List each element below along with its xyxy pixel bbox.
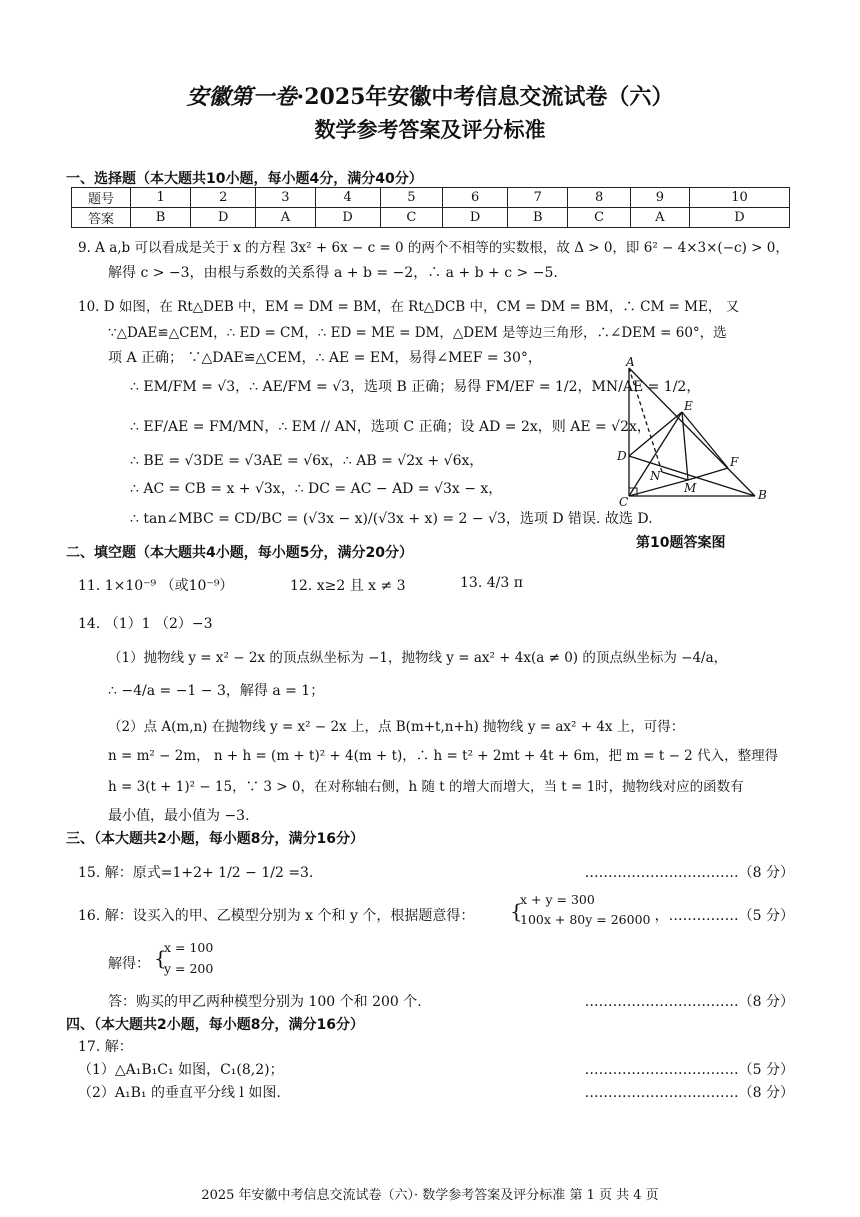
section3-heading: 三、（本大题共2小题，每小题8分，满分16分） xyxy=(66,831,364,847)
section1-heading: 一、选择题（本大题共10小题，每小题4分，满分40分） xyxy=(66,171,423,187)
table-cell: 4 xyxy=(315,188,380,208)
table-cell: A xyxy=(256,208,315,228)
q16-score-1: ，……………（5 分） xyxy=(654,908,794,924)
title-text: ·2025年安徽中考信息交流试卷（六） xyxy=(296,84,674,110)
q16-line-1: 16. 解：设买入的甲、乙模型分别为 x 个和 y 个，根据题意得： xyxy=(78,908,475,924)
brace-icon: { xyxy=(510,899,523,923)
brace-icon: { xyxy=(154,946,167,970)
table-cell: D xyxy=(443,208,508,228)
q14-line-1: 14. （1）1 （2）−3 xyxy=(78,616,213,632)
q10-line-5: ∴ EF/AE = FM/MN，∴ EM // AN，选项 C 正确；设 AD = 2x，则 AE = √2x， xyxy=(130,419,651,435)
q10-line-4: ∴ EM/FM = √3，∴ AE/FM = √3，选项 B 正确；易得 FM/EF = 1/2，MN/AE = 1/2， xyxy=(130,379,701,395)
table-cell: 10 xyxy=(689,188,789,208)
q16-system-1b: 100x + 80y = 26000 xyxy=(520,912,651,927)
q16-system-2b: y = 200 xyxy=(164,961,214,976)
fig-label-B: B xyxy=(758,488,767,502)
q14-line-4: （2）点 A(m,n) 在抛物线 y = x² − 2x 上，点 B(m+t,n+h) 抛物线 y = ax² + 4x 上，可得： xyxy=(108,719,685,735)
q10-line-7: ∴ AC = CB = x + √3x，∴ DC = AC − AD = √3x − x， xyxy=(130,481,503,497)
section4-heading: 四、（本大题共2小题，每小题8分，满分16分） xyxy=(66,1017,364,1033)
q17-label: 17. 解： xyxy=(78,1039,133,1055)
q17-part-2: （2）A₁B₁ 的垂直平分线 l 如图. xyxy=(78,1085,281,1101)
table-cell: 6 xyxy=(443,188,508,208)
q9-line-1: 9. A a,b 可以看成是关于 x 的方程 3x² + 6x − c = 0 的两个不相等的实数根，故 Δ > 0，即 6² − 4×3×(−c) > 0， xyxy=(78,240,789,256)
table-row-answers xyxy=(72,208,790,228)
q16-line-3: 答：购买的甲乙两种模型分别为 100 个和 200 个. xyxy=(108,994,422,1010)
table-cell: D xyxy=(689,208,789,228)
section2-heading: 二、填空题（本大题共4小题，每小题5分，满分20分） xyxy=(66,545,413,561)
table-cell: 9 xyxy=(630,188,689,208)
q14-line-5: n = m² − 2m， n + h = (m + t)² + 4(m + t)，∴ h = t² + 2mt + 4t + 6m，把 m = t − 2 代入，整理得 xyxy=(108,748,779,764)
q14-line-6: h = 3(t + 1)² − 15，∵ 3 > 0，在对称轴右侧，h 随 t 的增大而增大，当 t = 1时，抛物线对应的函数有 xyxy=(108,779,744,795)
fig-label-A: A xyxy=(626,356,635,369)
page-footer: 2025 年安徽中考信息交流试卷（六）· 数学参考答案及评分标准 第 1 页 共 4 页 xyxy=(201,1188,659,1203)
q12-answer: 12. x≥2 且 x ≠ 3 xyxy=(290,578,406,594)
q17-part-2-score: ……………………………（8 分） xyxy=(584,1085,794,1101)
fig-label-D: D xyxy=(617,449,627,463)
q14-line-2: （1）抛物线 y = x² − 2x 的顶点纵坐标为 −1，抛物线 y = ax² + 4x(a ≠ 0) 的顶点纵坐标为 −4/a， xyxy=(108,650,728,666)
table-cell: 3 xyxy=(256,188,315,208)
q11-answer: 11. 1×10⁻⁹ （或10⁻⁹） xyxy=(78,578,234,594)
q15-answer: 15. 解：原式=1+2+ 1/2 − 1/2 =3. xyxy=(78,865,314,881)
q17-part-1: （1）△A₁B₁C₁ 如图，C₁(8,2)； xyxy=(78,1062,284,1078)
q15-score: ……………………………（8 分） xyxy=(584,865,794,881)
q14-line-7: 最小值，最小值为 −3. xyxy=(108,808,250,824)
table-cell: C xyxy=(568,208,630,228)
table-cell: C xyxy=(380,208,442,228)
q9-line-2: 解得 c > −3，由根与系数的关系得 a + b = −2，∴ a + b + c > −5. xyxy=(108,265,558,281)
q16-system-1a: x + y = 300 xyxy=(520,892,595,907)
table-cell: 2 xyxy=(191,188,256,208)
table-cell: 7 xyxy=(508,188,568,208)
q10-line-6: ∴ BE = √3DE = √3AE = √6x，∴ AB = √2x + √6x， xyxy=(130,453,484,469)
table-cell: D xyxy=(191,208,256,228)
brand-name: 安徽第一卷 xyxy=(186,84,297,110)
q16-system-2a: x = 100 xyxy=(164,940,214,955)
table-cell: 8 xyxy=(568,188,630,208)
q14-line-3: ∴ −4/a = −1 − 3，解得 a = 1； xyxy=(108,683,325,699)
q17-part-1-score: ……………………………（5 分） xyxy=(584,1062,794,1078)
table-row-numbers xyxy=(72,188,790,208)
row-label: 答案 xyxy=(72,208,131,228)
fig-label-M: M xyxy=(684,481,697,495)
table-cell: A xyxy=(630,208,689,228)
page-subtitle: 数学参考答案及评分标准 xyxy=(314,117,546,142)
q10-line-2: ∵△DAE≌△CEM，∴ ED = CM，∴ ED = ME = DM，△DEM 是等边三角形，∴∠DEM = 60°，选 xyxy=(108,325,727,341)
q16-score-2: ……………………………（8 分） xyxy=(584,994,794,1010)
answer-table xyxy=(71,187,790,228)
q10-line-3: 项 A 正确； ∵△DAE≌△CEM，∴ AE = EM，易得∠MEF = 30°， xyxy=(108,350,542,366)
page-title xyxy=(0,80,860,111)
fig-label-E: E xyxy=(684,399,693,413)
q10-line-1: 10. D 如图，在 Rt△DEB 中，EM = DM = BM，在 Rt△DCB 中，CM = DM = BM，∴ CM = ME， 又 xyxy=(78,299,740,315)
fig-label-C: C xyxy=(619,495,629,506)
q13-answer: 13. 4/3 π xyxy=(460,575,523,591)
table-cell: B xyxy=(131,208,191,228)
fig-label-N: N xyxy=(650,469,661,483)
q10-figure-caption: 第10题答案图 xyxy=(636,535,726,551)
table-cell: 1 xyxy=(131,188,191,208)
table-cell: 5 xyxy=(380,188,442,208)
q10-line-8: ∴ tan∠MBC = CD/BC = (√3x − x)/(√3x + x) = 2 − √3，选项 D 错误. 故选 D. xyxy=(130,511,653,527)
table-cell: B xyxy=(508,208,568,228)
fig-label-F: F xyxy=(730,455,739,469)
row-label: 题号 xyxy=(72,188,131,208)
q10-figure xyxy=(610,356,780,506)
table-cell: D xyxy=(315,208,380,228)
q16-line-2: 解得： xyxy=(108,956,150,972)
